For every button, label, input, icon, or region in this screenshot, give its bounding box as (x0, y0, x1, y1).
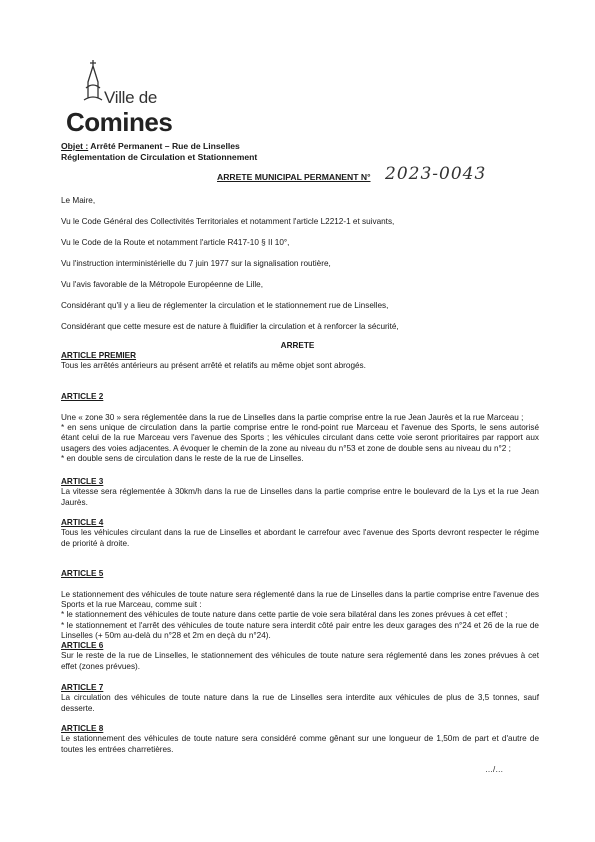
continuation-mark: …/… (485, 765, 504, 774)
article (61, 724, 539, 755)
article-body: La circulation des véhicules de toute nature dans la rue de Linselles sera interdite aux véhicules de plus de 3,5 tonnes, sauf desserte. (61, 693, 539, 713)
logo-comines: Comines (66, 107, 173, 137)
arrete-title: ARRETE MUNICIPAL PERMANENT N° (217, 172, 371, 182)
objet-text: Arrêté Permanent – Rue de Linselles (88, 141, 240, 151)
article-title: ARTICLE 2 (61, 392, 104, 402)
article-title: ARTICLE 3 (61, 477, 104, 486)
preamble-line: Vu le Code Général des Collectivités Territoriales et notamment l'article L2212-1 et suivants, (61, 217, 395, 226)
preamble-line: Considérant que cette mesure est de nature à fluidifier la circulation et à renforcer la sécurité, (61, 322, 399, 331)
article (61, 351, 539, 372)
objet-subtitle: Réglementation de Circulation et Stationnement (61, 152, 258, 162)
article (61, 559, 539, 641)
objet-label: Objet : (61, 141, 89, 151)
article-title: ARTICLE 7 (61, 683, 104, 692)
preamble-line: Le Maire, (61, 196, 96, 205)
article (61, 477, 539, 508)
article-body: Le stationnement des véhicules de toute nature sera considéré comme gênant sur une longueur de 1,50m de part et d'autre de toutes les entrées charretières. (61, 734, 539, 754)
preamble-line: Vu l'instruction interministérielle du 7 juin 1977 sur la signalisation routière, (61, 259, 331, 268)
objet-block (61, 141, 257, 163)
article-body: Tous les arrêtés antérieurs au présent arrêté et relatifs au même objet sont abrogés. (61, 361, 366, 371)
preamble-line: Vu le Code de la Route et notamment l'article R417-10 § II 10°, (61, 238, 290, 247)
article-body: Sur le reste de la rue de Linselles, le stationnement des véhicules de toute nature sera réglementé dans les zones prévues à cet effet (zones prévues). (61, 651, 539, 671)
arrete-number: 2023-0043 (385, 164, 487, 184)
article (61, 518, 539, 549)
article-body: Une « zone 30 » sera réglementée dans la rue de Linselles dans la partie comprise entre la rue Jean Jaurès et la rue Marceau ; * en sens unique de circulation dans la partie comprise entre le rond-point rue Marceau et l'avenue des Sports, le sens autorisé étant celui de la rue Marceau vers l'avenue des Sports ; les véhicules circulant dans cette voie seront prioritaires par rapport aux usagers des voies adjacentes. A évoquer le chemin de la zone au niveau du n°53 et zone de double sens au niveau du n°2 ; * en double sens de circulation dans le reste de la rue de Linselles. (61, 412, 539, 464)
article (61, 683, 539, 714)
logo-ville-de: Ville de (104, 88, 158, 107)
article-title: ARTICLE 4 (61, 518, 104, 527)
article-body: La vitesse sera réglementée à 30km/h dans la rue de Linselles dans la partie comprise entre le boulevard de la Lys et la rue Jean Jaurès. (61, 487, 539, 507)
article-title: ARTICLE 6 (61, 641, 104, 650)
preamble-line: Vu l'avis favorable de la Métropole Européenne de Lille, (61, 280, 263, 289)
comines-logo (66, 58, 176, 138)
arrete-heading: ARRETE (280, 341, 315, 350)
article-body: Le stationnement des véhicules de toute nature sera réglementé dans la rue de Linselles dans la partie comprise entre l'avenue des Sports et la rue Marceau, comme suit : * le stationnement des véhicules de toute nature dans cette partie de voie sera bilatéral dans les zones prévues à cet effet ; * le stationnement et l'arrêt des véhicules de toute nature sera interdit côté pair entre les deux garages des n°24 et 26 de la rue de Linselles (+ 50m au-delà du n°28 et 2m en deçà du n°24). (61, 589, 539, 641)
article (61, 641, 539, 672)
article-body: Tous les véhicules circulant dans la rue de Linselles et abordant le carrefour avec l'avenue des Sports devront respecter le régime de priorité à droite. (61, 528, 539, 548)
preamble-line: Considérant qu'il y a lieu de réglementer la circulation et le stationnement rue de Linselles, (61, 301, 389, 310)
article-title: ARTICLE PREMIER (61, 351, 137, 360)
article (61, 382, 539, 464)
article-title: ARTICLE 5 (61, 569, 104, 579)
article-title: ARTICLE 8 (61, 724, 104, 733)
